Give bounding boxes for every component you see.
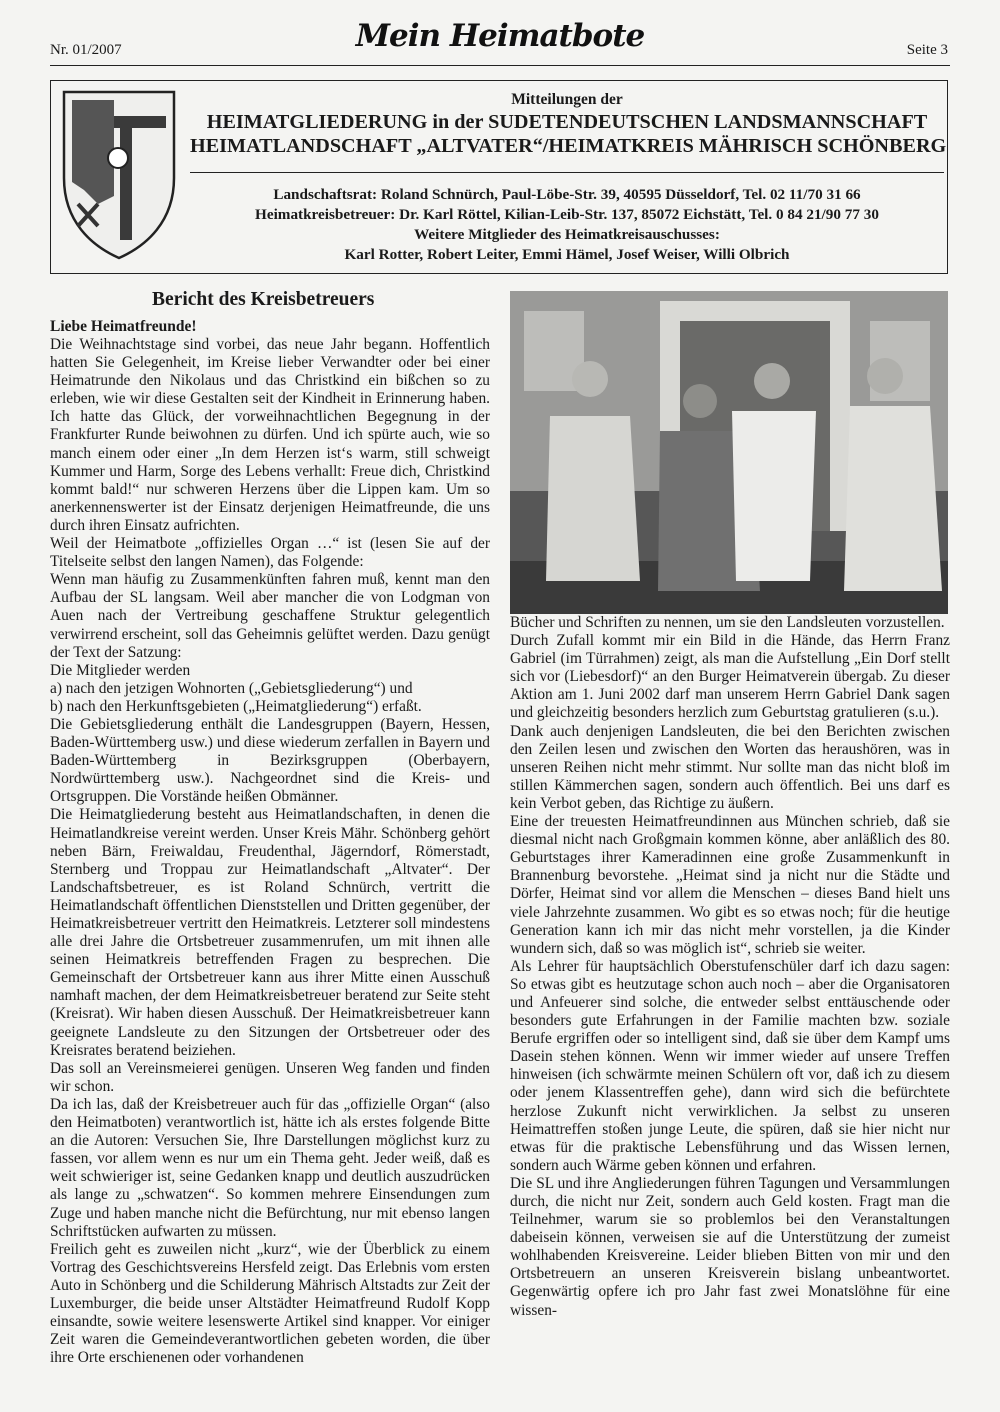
issue-number: Nr. 01/2007: [50, 42, 122, 58]
info-box-text: [190, 90, 947, 265]
box-intro: Mitteilungen der: [511, 91, 623, 108]
crest-medallion: [108, 148, 128, 168]
box-divider: [190, 172, 944, 173]
article-column-right: Bücher und Schriften zu nennen, um sie den Landsleuten vorzustellen. Durch Zufall kommt mir ein Bild in die Hände, das Herrn Franz Gabriel (im Türrahmen) zeigt, als man die Aufstellung „Ein Dorf stellt sich vor (Liebesdorf)“ an den Burger Heimatverein übergab. Zu dieser Aktion am 1. Juni 2002 darf man unserem Herrn Gabriel Dank sagen und gleichzeitig besonders herzlich zum Geburtstag gratulieren (s.u.). Dank auch denjenigen Landsleuten, die bei den Berichten zwischen den Zeilen lesen und zwischen den Worten das heraushören, was in unseren Reihen nicht mehr stimmt. Nur sollte man das nicht bloß im stillen Kämmerchen sagen, sondern auch öffentlich. Bei uns darf es kein Verbot geben, das Richtige zu äußern. Eine der treuesten Heimatfreundinnen aus München schrieb, daß sie diesmal nicht nach Großgmain kommen könne, aber anläßlich des 80. Geburtstages ihrer Kameradinnen eine große Zusammenkunft in Brannenburg bevorstehe. „Heimat sind ja nicht nur die Städte und Dörfer, Heimat sind vor allem die Menschen – dieses Band hielt uns viele Jahrzehnte zusammen. Wo gibt es so etwas noch; für die heutige Generation kann ich mir das nicht mehr vorstellen, ja die Kinder wundern sich, daß so was möglich ist“, schrieb sie weiter. Als Lehrer für hauptsächlich Oberstufenschüler darf ich dazu sagen: So etwas gibt es heutzutage schon auch noch – aber die Organisatoren und Anfeuerer sind solche, die entweder selbst enttäuschende oder besonders gute Erfahrungen in der Familie machten bzw. soziale Berufe ergriffen oder so intelligent sind, daß sie über dem Kampf ums Dasein stehen können. Wenn wir immer wieder auf unsere Treffen hinweisen (ich schwärmte meinen Schülern oft vor, daß ich zu diesem oder jenem Klassentreffen gehe), dann wird sich die befürchtete herzlose Zukunft nicht verwirklichen. Ja selbst zu unseren Heimattreffen stoßen junge Leute, die spüren, daß sie hier nicht nur etwas für die praktische Lebensführung und das Wissen lernen, sondern auch Wärme geben können und erfahren. Die SL und ihre Angliederungen führen Tagungen und Versammlungen durch, die nicht nur Zeit, sondern auch Geld kosten. Fragt man die Teilnehmer, warum sie so problemlos bei den Veranstaltungen dabeisein können, verweisen sie auf die Unterstützung der zumeist wohlhabenden Kreisvereine. Leider blieben Bitten von mir und den Ortsbetreuern an unseren Kreisverein bislang unbeantwortet. Gegenwärtig opfere ich pro Jahr fast zwei Monatslöhne für eine wissen-: [510, 614, 950, 1319]
members-list: Karl Rotter, Robert Leiter, Emmi Hämel, Josef Weiser, Willi Olbrich: [344, 246, 790, 263]
crest-emblem: [58, 86, 180, 262]
crest-cross-horizontal: [114, 116, 166, 128]
group-photo: [510, 291, 948, 614]
header-rule: [50, 65, 950, 66]
masthead-logo: Mein Heimatbote: [355, 18, 645, 54]
headline-2: HEIMATLANDSCHAFT „ALTVATER“/HEIMATKREIS MÄHRISCH SCHÖNBERG: [190, 135, 947, 157]
headline-1: HEIMATGLIEDERUNG in der SUDETENDEUTSCHEN LANDSMANNSCHAFT: [206, 111, 928, 133]
article-greeting: Liebe Heimatfreunde!: [50, 318, 197, 335]
contact-landschaftsrat: Landschaftsrat: Roland Schnürch, Paul-Löbe-Str. 39, 40595 Düsseldorf, Tel. 02 11/70 31 66: [273, 186, 861, 203]
crest-cross-vertical: [120, 116, 132, 240]
page-number: Seite 3: [906, 42, 948, 58]
article-column-left: Die Weihnachtstage sind vorbei, das neue Jahr begann. Hoffentlich hatten Sie Gelegenheit, im Kreise lieber Verwandter oder bei einer Heimatrunde den Nikolaus und das Christkind ein bißchen so zu erleben, wie wir diese Gestalten seit der Kindheit in Erinnerung haben. Ich hatte das Glück, der vorweihnachtlichen Begegnung in der Frankfurter Runde beiwohnen zu dürfen. Und ich spürte auch, wie so manch einem oder einer „In dem Herzen ist‘s warm, still schweigt Kummer und Harm, Sorge des Lebens verhallt: Freue dich, Christkind kommt bald!“ nur schweren Herzens über die Lippen kam. Um so anerkennenswerter ist der Einsatz derjenigen Heimatfreunde, die uns durch ihren Einsatz aufrichten. Weil der Heimatbote „offizielles Organ …“ ist (lesen Sie auf der Titelseite selbst den langen Namen), das Folgende: Wenn man häufig zu Zusammenkünften fahren muß, kennt man den Aufbau der SL langsam. Weil aber mancher die von Lodgman von Auen nach der Vertreibung geschaffene Struktur gelegentlich verwirrend erscheint, soll das Geheimnis gelüftet werden. Dazu genügt der Text der Satzung: Die Mitglieder werden a) nach den jetzigen Wohnorten („Gebietsgliederung“) und b) nach den Herkunftsgebieten („Heimatgliederung“) erfaßt. Die Gebietsgliederung enthält die Landesgruppen (Bayern, Hessen, Baden-Württemberg usw.) und diese wiederum zerfallen in Bayern und Baden-Württemberg in Bezirksgruppen (Oberbayern, Nordwürttemberg usw.). Nachgeordnet sind die Kreis- und Ortsgruppen. Die Vorstände heißen Obmänner. Die Heimatgliederung besteht aus Heimatlandschaften, in denen die Heimatlandkreise vereint werden. Unser Kreis Mähr. Schönberg gehört neben Bärn, Freiwaldau, Freudenthal, Jägerndorf, Römerstadt, Sternberg und Troppau zur Heimatlandschaft „Altvater“. Der Landschaftsbetreuer, es ist Roland Schnürch, vertritt die Heimatlandschaft öffentlichen Dienststellen und Dritten gegenüber, der Heimatkreisbetreuer vertritt den Heimatkreis. Letzterer soll mindestens alle drei Jahre die Ortsbetreuer zusammenrufen, um mit ihnen alle seinen Heimatkreis betreffenden Fragen zu besprechen. Die Gemeinschaft der Ortsbetreuer kann aus ihrer Mitte einen Ausschuß namhaft machen, der dem Heimatkreisbetreuer beratend zur Seite steht (Kreisrat). Wir haben diesen Ausschuß. Der Heimatkreisbetreuer kann geeignete Landsleute zu den Sitzungen der Ortsbetreuer oder des Kreisrates beratend beiziehen. Das soll an Vereinsmeierei genügen. Unseren Weg fanden und finden wir schon. Da ich las, daß der Kreisbetreuer auch für das „offizielle Organ“ (also den Heimatboten) verantwortlich ist, hätte ich als erstes folgende Bitte an die Autoren: Versuchen Sie, Ihre Darstellungen möglichst kurz zu fassen, vor allem wenn es nur um ein Thema geht. Jeder weiß, daß es weit schwieriger ist, seine Gedanken knapp und deutlich auszudrücken als lange zu „schwatzen“. So kommen mehrere Einsendungen zum Zuge und haben manche nicht die Befürchtung, nur mit ebenso langen Schriftstücken aufwarten zu müssen. Freilich geht es zuweilen nicht „kurz“, wie der Überblick zu einem Vortrag des Geschichtsvereins Hersfeld zeigt. Das Erlebnis vom ersten Auto in Schönberg und die Schilderung Mährisch Altstadts zur Zeit der Luxemburger, die beide unser Altstädter Heimatfreund Rudolf Kopp einsandte, sowie weitere lesenswerte Artikel sind knapper. Vor einiger Zeit waren die Gemeindeverantwortlichen gebeten worden, die über ihre Orte erschienenen oder vorhandenen: [50, 336, 490, 1367]
contact-heimatkreisbetreuer: Heimatkreisbetreuer: Dr. Karl Röttel, Kilian-Leib-Str. 137, 85072 Eichstätt, Tel. 0 84 21/90 77 30: [255, 206, 879, 223]
article-title: Bericht des Kreisbetreuers: [152, 289, 375, 310]
members-label: Weitere Mitglieder des Heimatkreisauschusses:: [414, 226, 720, 243]
